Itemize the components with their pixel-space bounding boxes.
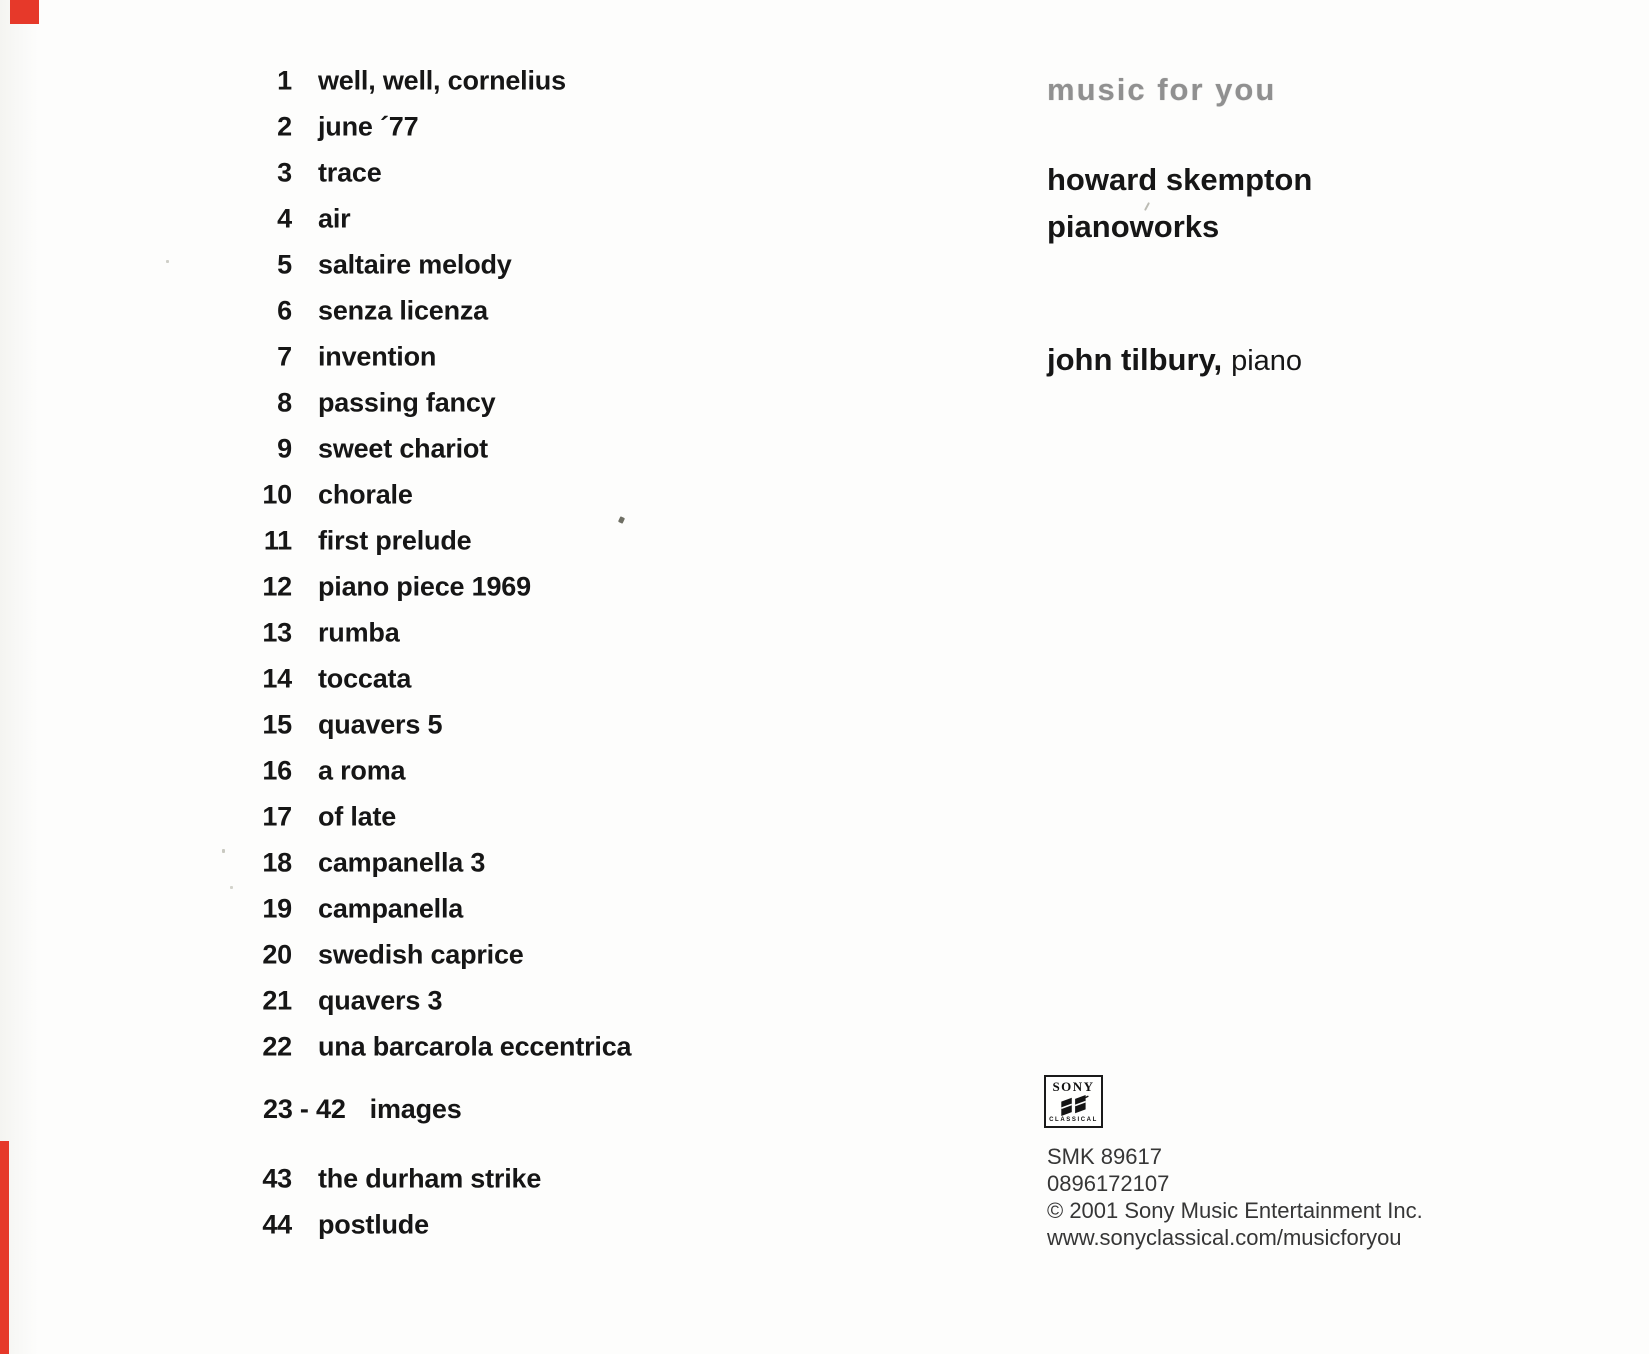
track-row: [0, 610, 900, 656]
track-number: 13: [262, 617, 292, 648]
track-row: [0, 1202, 900, 1248]
track-number: 3: [277, 157, 292, 188]
track-title: campanella: [318, 893, 464, 924]
sony-logo-wordmark: SONY: [1052, 1079, 1095, 1094]
classical-logo-wordmark: CLASSICAL: [1049, 1117, 1098, 1123]
track-number: 20: [262, 939, 292, 970]
track-title: toccata: [318, 663, 412, 694]
track-title: air: [318, 203, 351, 234]
composer-name: howard skempton: [1047, 162, 1313, 197]
track-number: 21: [262, 985, 292, 1016]
track-number: 18: [262, 847, 292, 878]
track-title: chorale: [318, 479, 413, 510]
track-row: [0, 196, 900, 242]
track-row: [0, 472, 900, 518]
track-row: [0, 748, 900, 794]
track-row: [0, 794, 900, 840]
performer-name: john tilbury,: [1047, 342, 1223, 377]
track-title: campanella 3: [318, 847, 486, 878]
track-title: postlude: [318, 1209, 429, 1240]
barcode-number: 0896172107: [1047, 1171, 1170, 1196]
track-title: swedish caprice: [318, 939, 524, 970]
credits-block: [1047, 156, 1312, 250]
track-title: senza licenza: [318, 295, 488, 326]
track-number: 22: [262, 1031, 292, 1062]
track-number: 44: [262, 1209, 292, 1240]
catalog-number: SMK 89617: [1047, 1144, 1162, 1169]
red-crop-mark-top: [10, 0, 39, 24]
track-title: quavers 5: [318, 709, 443, 740]
track-row: [0, 702, 900, 748]
catalog-block: [1047, 1143, 1423, 1251]
sony-classical-logo: [1044, 1075, 1103, 1128]
track-number: 4: [277, 203, 292, 234]
track-title: the durham strike: [318, 1163, 542, 1194]
track-number: 9: [277, 433, 292, 464]
track-number: 43: [262, 1163, 292, 1194]
track-row: [0, 656, 900, 702]
track-row: [0, 104, 900, 150]
track-number: 8: [277, 387, 292, 418]
track-number: 7: [277, 341, 292, 372]
track-range-row: [263, 1086, 462, 1132]
track-title: saltaire melody: [318, 249, 512, 280]
track-number: 6: [277, 295, 292, 326]
track-range-numbers: 23 - 42: [263, 1093, 346, 1124]
track-row: [0, 932, 900, 978]
track-number: 1: [277, 65, 292, 96]
track-title: invention: [318, 341, 437, 372]
track-number: 14: [262, 663, 292, 694]
track-title: of late: [318, 801, 397, 832]
album-title: music for you: [1047, 72, 1277, 107]
track-title: june ´77: [318, 111, 419, 142]
performer-instrument: piano: [1231, 345, 1303, 377]
track-number: 19: [262, 893, 292, 924]
track-number: 15: [262, 709, 292, 740]
sony-classical-flags-icon: [1059, 1095, 1089, 1116]
track-title: passing fancy: [318, 387, 496, 418]
track-title: rumba: [318, 617, 400, 648]
track-title: trace: [318, 157, 382, 188]
track-title: a roma: [318, 755, 406, 786]
track-title: quavers 3: [318, 985, 443, 1016]
work-title: pianoworks: [1047, 209, 1220, 244]
track-number: 12: [262, 571, 292, 602]
track-row: [0, 518, 900, 564]
track-number: 16: [262, 755, 292, 786]
track-number: 11: [263, 525, 292, 556]
track-title: well, well, cornelius: [318, 65, 566, 96]
website-line: www.sonyclassical.com/musicforyou: [1047, 1225, 1402, 1250]
performer-line: [1047, 336, 1302, 385]
track-row: [0, 242, 900, 288]
track-number: 2: [277, 111, 292, 142]
track-title: images: [369, 1093, 462, 1124]
track-row: [0, 978, 900, 1024]
track-title: sweet chariot: [318, 433, 488, 464]
track-row: [0, 1156, 900, 1202]
copyright-line: © 2001 Sony Music Entertainment Inc.: [1047, 1198, 1423, 1223]
track-row: [0, 840, 900, 886]
track-row: [0, 564, 900, 610]
track-row: [0, 426, 900, 472]
track-number: 10: [262, 479, 292, 510]
track-row: [0, 334, 900, 380]
track-number: 17: [262, 801, 292, 832]
track-number: 5: [277, 249, 292, 280]
track-row: [0, 288, 900, 334]
track-row: [0, 380, 900, 426]
track-row: [0, 58, 900, 104]
track-row: [0, 1024, 900, 1070]
track-row: [0, 150, 900, 196]
track-title: piano piece 1969: [318, 571, 531, 602]
track-row: [0, 886, 900, 932]
track-title: una barcarola eccentrica: [318, 1031, 632, 1062]
track-title: first prelude: [318, 525, 472, 556]
